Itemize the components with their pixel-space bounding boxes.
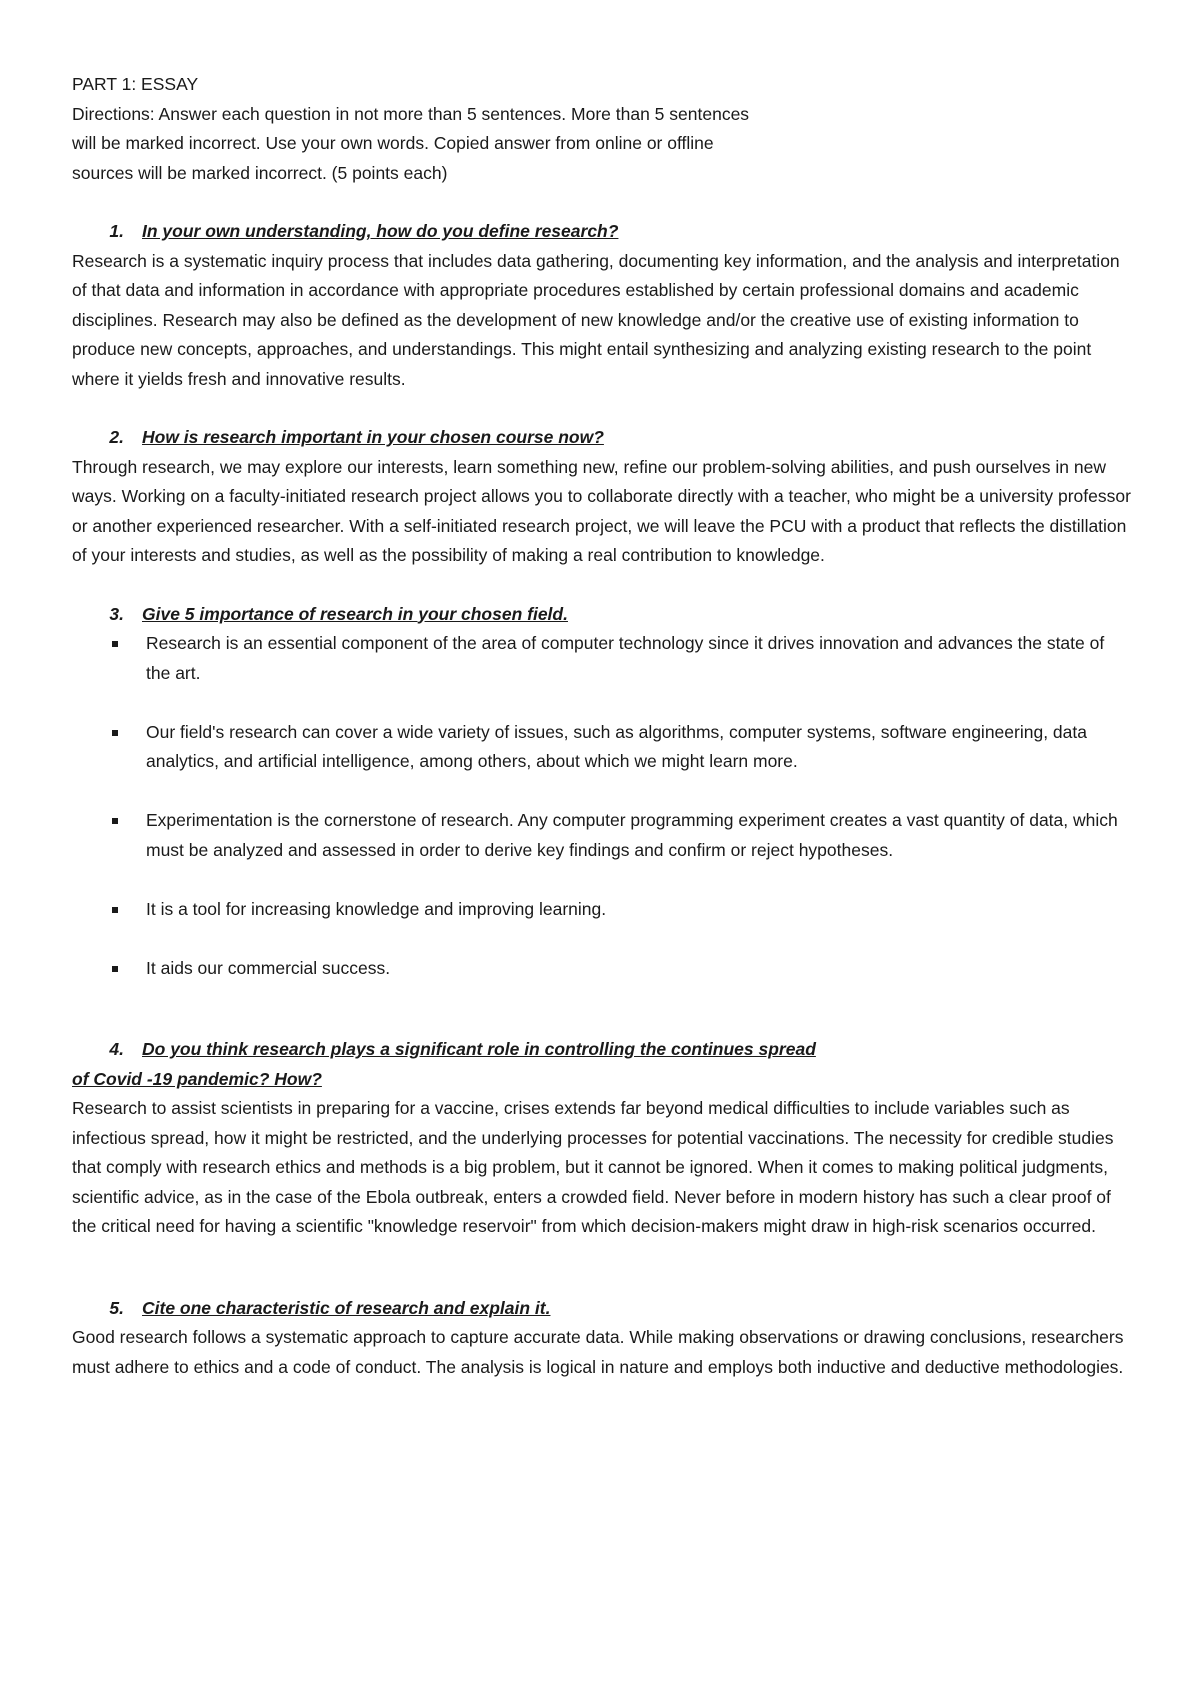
list-item xyxy=(72,954,1132,984)
part-title: PART 1: ESSAY xyxy=(72,74,199,94)
question-4-number: 4. xyxy=(109,1039,124,1059)
answer-4: Research to assist scientists in preparing for a vaccine, crises extends far beyond medical difficulties to include variables such as infectious spread, how it might be restricted, and the underlying processes for potential vaccinations. The necessity for credible studies that comply with research ethics and methods is a big problem, but it cannot be ignored. When it comes to making political judgments, scientific advice, as in the case of the Ebola outbreak, enters a crowded field. Never before in modern history has such a clear proof of the critical need for having a scientific "knowledge reservoir" from which decision-makers might draw in high-risk scenarios occurred. xyxy=(72,1098,1114,1236)
answer-3-list xyxy=(72,629,1132,983)
question-2-text: How is research important in your chosen course now? xyxy=(142,427,604,447)
question-2-number: 2. xyxy=(109,427,124,447)
bullet-square-icon xyxy=(112,907,118,913)
list-item xyxy=(72,806,1132,865)
list-item xyxy=(72,895,1132,925)
bullet-text: Our field's research can cover a wide variety of issues, such as algorithms, computer systems, software engineering, data analytics, and artificial intelligence, among others, about which we might learn more. xyxy=(146,721,1087,771)
bullet-text: It aids our commercial success. xyxy=(146,957,391,978)
directions-line-2: will be marked incorrect. Use your own words. Copied answer from online or offline xyxy=(72,133,714,153)
directions-line-3: sources will be marked incorrect. (5 points each) xyxy=(72,162,448,183)
question-4-text-line-2: of Covid -19 pandemic? How? xyxy=(72,1068,322,1089)
question-5 xyxy=(72,1294,1132,1324)
bullet-square-icon xyxy=(112,641,118,647)
question-3-number: 3. xyxy=(109,603,124,624)
question-2 xyxy=(72,423,1132,453)
bullet-square-icon xyxy=(112,818,118,824)
answer-5: Good research follows a systematic approach to capture accurate data. While making observations or drawing conclusions, researchers must adhere to ethics and a code of conduct. The analysis is logical in nature and employs both inductive and deductive methodologies. xyxy=(72,1327,1124,1377)
bullet-square-icon xyxy=(112,730,118,736)
question-1-text: In your own understanding, how do you define research? xyxy=(142,221,619,241)
answer-1: Research is a systematic inquiry process that includes data gathering, documenting key information, and the analysis and interpretation of that data and information in accordance with appropriate procedures established by certain professional domains and academic disciplines. Research may also be defined as the development of new knowledge and/or the creative use of existing information to produce new concepts, approaches, and understandings. This might entail synthesizing and analyzing existing research to the point where it yields fresh and innovative results. xyxy=(72,250,1120,389)
bullet-square-icon xyxy=(112,966,118,972)
essay-document xyxy=(72,70,1132,1382)
question-1 xyxy=(72,217,1132,247)
bullet-text: Research is an essential component of the area of computer technology since it drives innovation and advances the state of the art. xyxy=(146,633,1105,683)
answer-2: Through research, we may explore our interests, learn something new, refine our problem-solving abilities, and push ourselves in new ways. Working on a faculty-initiated research project allows you to collaborate directly with a teacher, who might be a university professor or another experienced researcher. With a self-initiated research project, we will leave the PCU with a product that reflects the distillation of your interests and studies, as well as the possibility of making a real contribution to knowledge. xyxy=(72,456,1131,565)
question-4 xyxy=(72,1035,1132,1065)
list-item xyxy=(72,629,1132,688)
question-5-text: Cite one characteristic of research and explain it. xyxy=(142,1297,551,1318)
bullet-text: Experimentation is the cornerstone of research. Any computer programming experiment creates a vast quantity of data, which must be analyzed and assessed in order to derive key findings and confirm or reject hypotheses. xyxy=(146,810,1118,860)
directions-line-1: Directions: Answer each question in not more than 5 sentences. More than 5 sentences xyxy=(72,103,750,124)
question-3-text: Give 5 importance of research in your chosen field. xyxy=(142,603,568,624)
question-4-text-line-1: Do you think research plays a significant role in controlling the continues spread xyxy=(142,1039,816,1059)
question-3 xyxy=(72,600,1132,630)
bullet-text: It is a tool for increasing knowledge and improving learning. xyxy=(146,898,607,919)
question-5-number: 5. xyxy=(109,1297,124,1318)
list-item xyxy=(72,718,1132,777)
question-1-number: 1. xyxy=(109,221,124,241)
